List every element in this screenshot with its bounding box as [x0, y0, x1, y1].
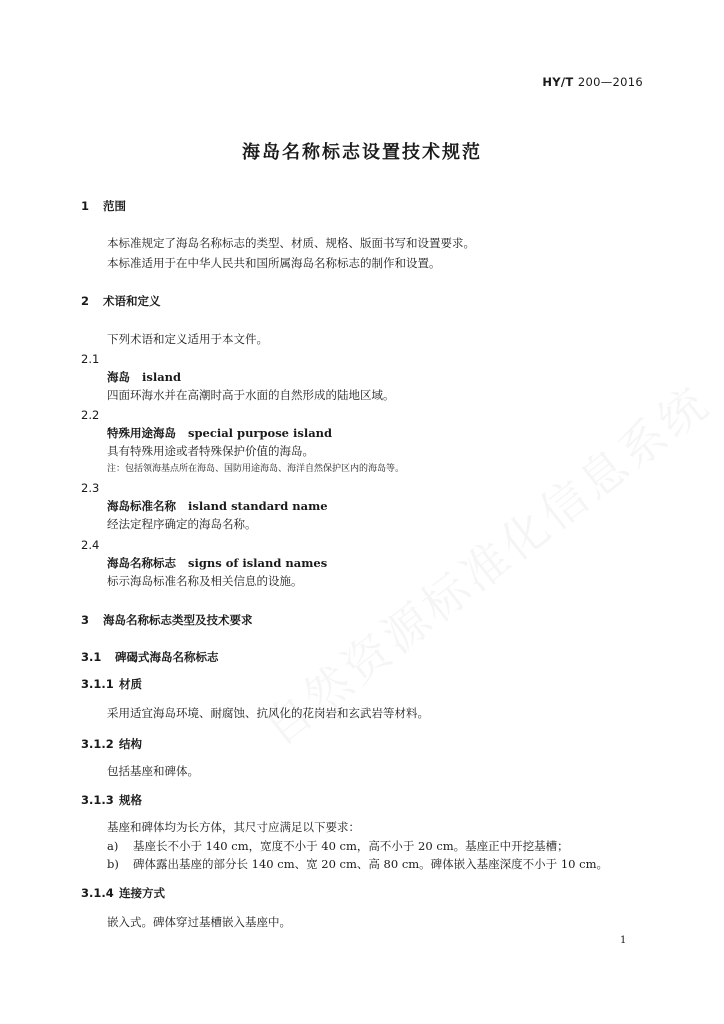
term-english: island	[142, 370, 182, 384]
section-1-heading	[81, 199, 126, 213]
paragraph: 采用适宜海岛环境、耐腐蚀、抗风化的花岗岩和玄武岩等材料。	[107, 706, 429, 720]
term-chinese: 海岛名称标志	[107, 556, 176, 570]
list-text: 碑体露出基座的部分长 140 cm、宽 20 cm、高 80 cm。碑体嵌入基座深度不小于 10 cm。	[133, 857, 608, 871]
term-english: special purpose island	[188, 426, 333, 440]
list-label: b)	[107, 857, 119, 871]
term-english: signs of island names	[188, 556, 328, 570]
page-number: 1	[620, 935, 627, 946]
paragraph: 本标准适用于在中华人民共和国所属海岛名称标志的制作和设置。	[107, 256, 441, 270]
term-chinese: 海岛	[107, 370, 130, 384]
term-note: 注：包括领海基点所在海岛、国防用途海岛、海洋自然保护区内的海岛等。	[107, 464, 405, 474]
document-title: 海岛名称标志设置技术规范	[242, 142, 482, 163]
section-title: 规格	[119, 793, 142, 807]
section-title: 范围	[103, 199, 126, 213]
section-number: 3.1.4	[81, 886, 114, 900]
term-heading	[107, 499, 328, 513]
section-number: 3.1.2	[81, 737, 114, 751]
term-number: 2.4	[81, 538, 100, 552]
list-item	[107, 857, 608, 871]
section-number: 3.1	[81, 650, 102, 664]
term-chinese: 特殊用途海岛	[107, 426, 176, 440]
section-number: 3.1.3	[81, 793, 114, 807]
section-title: 术语和定义	[103, 294, 161, 308]
section-number: 3	[81, 613, 90, 627]
list-item	[107, 839, 569, 853]
section-title: 海岛名称标志类型及技术要求	[103, 613, 253, 627]
term-number: 2.1	[81, 352, 100, 366]
term-english: island standard name	[188, 499, 328, 513]
section-number: 1	[81, 199, 90, 213]
paragraph: 包括基座和碑体。	[107, 764, 199, 778]
paragraph: 本标准规定了海岛名称标志的类型、材质、规格、版面书写和设置要求。	[107, 236, 475, 250]
term-number: 2.2	[81, 408, 100, 422]
section-3-heading	[81, 613, 253, 627]
subsection-3-1-4-heading	[81, 886, 165, 900]
list-text: 基座长不小于 140 cm，宽度不小于 40 cm，高不小于 20 cm。基座正中开挖基槽；	[133, 839, 569, 853]
section-title: 结构	[119, 737, 142, 751]
standard-code	[542, 75, 643, 89]
term-chinese: 海岛标准名称	[107, 499, 176, 513]
subsection-3-1-1-heading	[81, 677, 142, 691]
term-definition: 经法定程序确定的海岛名称。	[107, 517, 257, 531]
section-number: 3.1.1	[81, 677, 114, 691]
paragraph: 下列术语和定义适用于本文件。	[107, 332, 268, 346]
list-label: a)	[107, 839, 119, 853]
subsection-3-1-3-heading	[81, 793, 142, 807]
section-title: 材质	[119, 677, 142, 691]
paragraph: 嵌入式。碑体穿过基槽嵌入基座中。	[107, 915, 291, 929]
term-heading	[107, 426, 332, 440]
section-title: 连接方式	[119, 886, 165, 900]
term-heading	[107, 370, 181, 384]
subsection-3-1-heading	[81, 650, 219, 664]
standard-code-number: 200—2016	[577, 75, 643, 89]
standard-code-prefix: HY/T	[542, 75, 574, 89]
section-2-heading	[81, 294, 161, 308]
term-number: 2.3	[81, 481, 100, 495]
section-number: 2	[81, 294, 90, 308]
section-title: 碑碣式海岛名称标志	[115, 650, 219, 664]
paragraph: 基座和碑体均为长方体，其尺寸应满足以下要求：	[107, 820, 360, 834]
subsection-3-1-2-heading	[81, 737, 142, 751]
term-definition: 四面环海水并在高潮时高于水面的自然形成的陆地区域。	[107, 388, 395, 402]
term-definition: 标示海岛标准名称及相关信息的设施。	[107, 574, 303, 588]
term-heading	[107, 556, 327, 570]
term-definition: 具有特殊用途或者特殊保护价值的海岛。	[107, 444, 314, 458]
